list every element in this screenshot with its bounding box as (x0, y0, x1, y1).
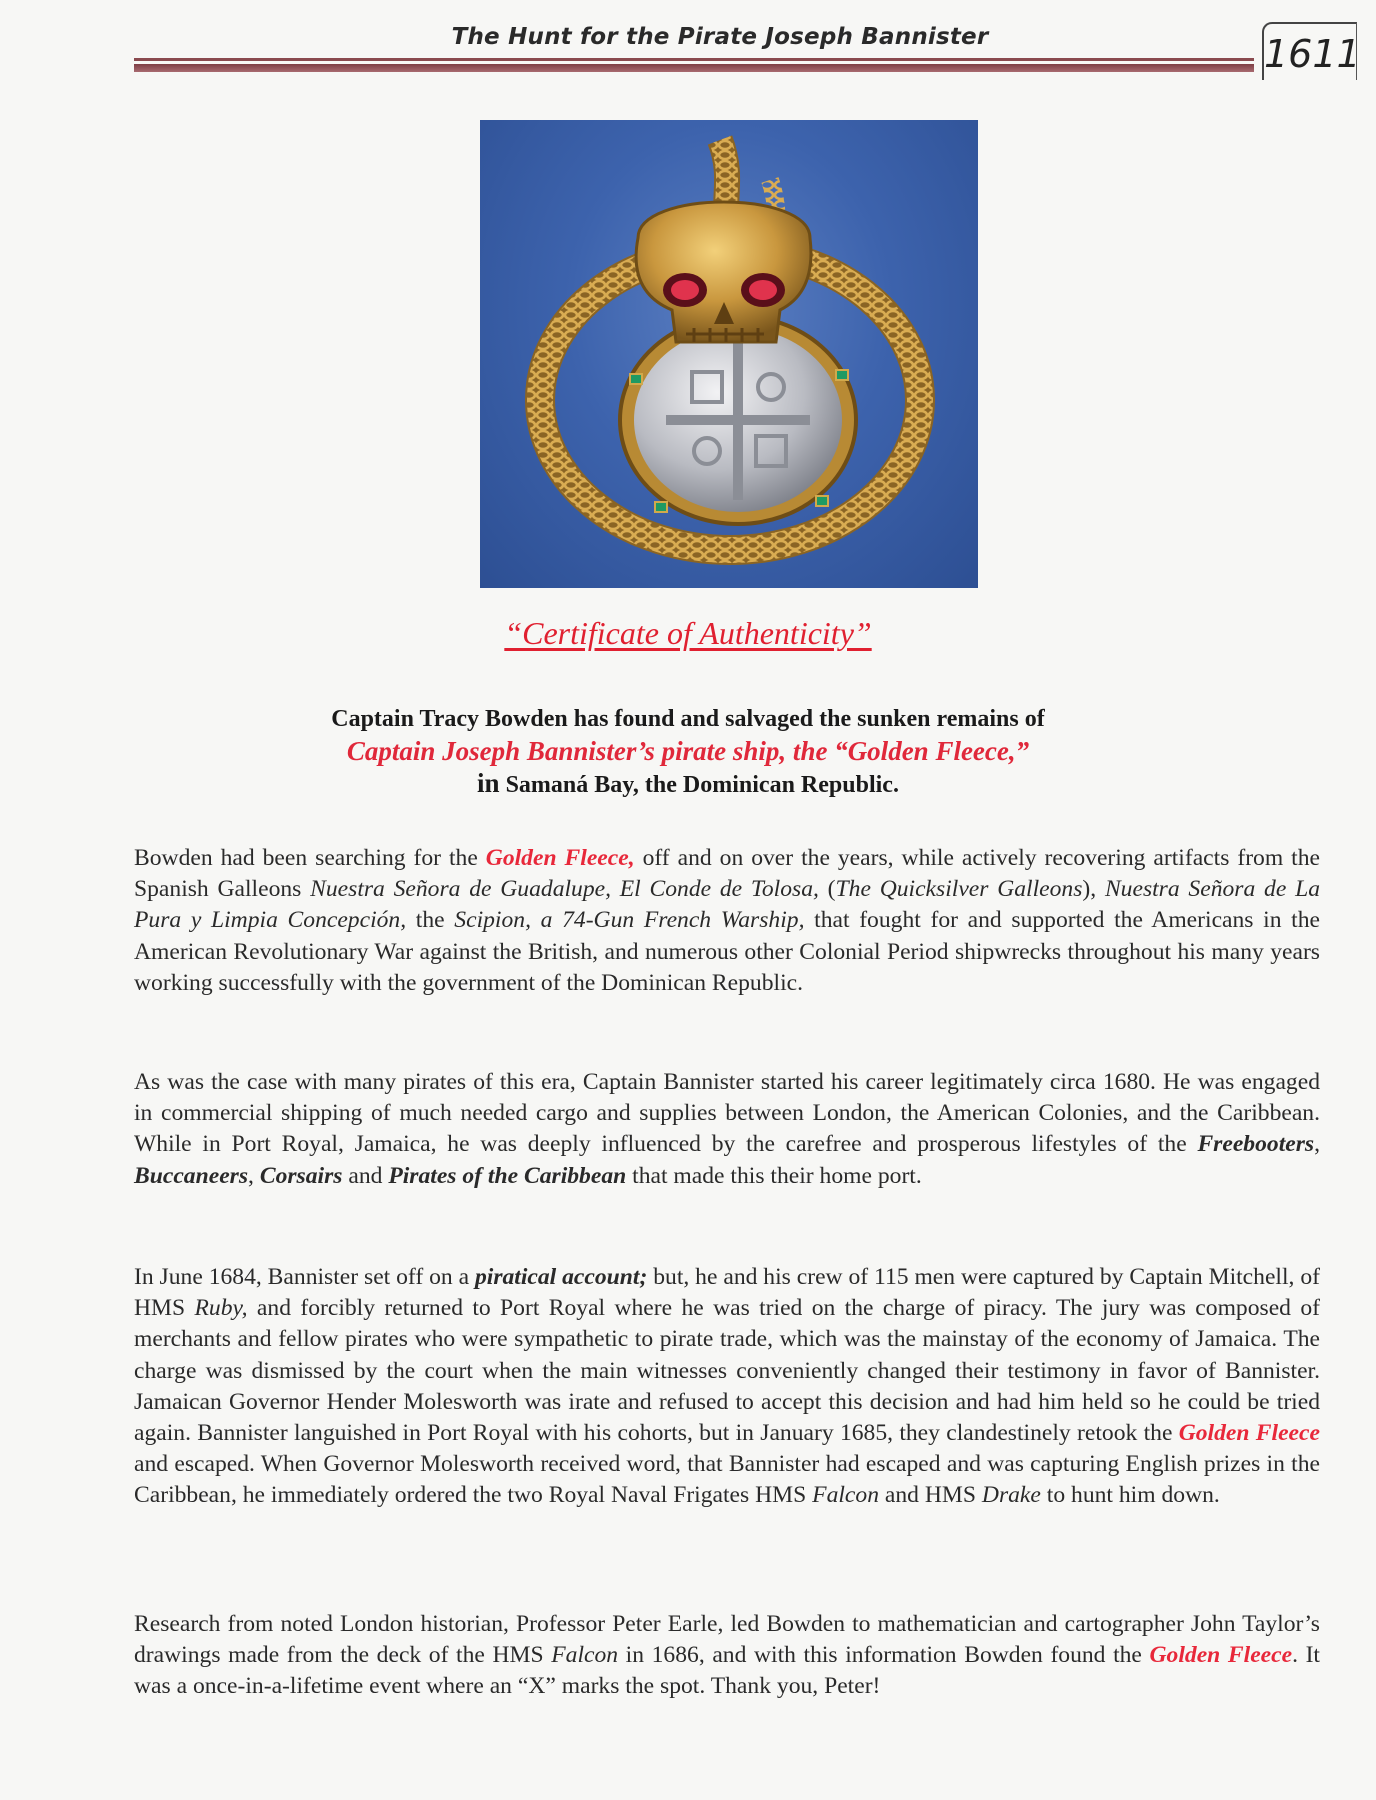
p2-text-a: As was the case with many pirates of this era, Captain Bannister started his career legitimately circa 1680. He was engaged in commercial shipping of much needed cargo and supplies between London, the American Colonies, and the Caribbean. While in Port Royal, Jamaica, he was deeply influenced by the carefree and prosperous lifestyles of the (134, 1069, 1320, 1158)
intro-line-2: Captain Joseph Bannister’s pirate ship, the “Golden Fleece,” (346, 736, 1030, 766)
p3-drake: Drake (981, 1482, 1041, 1509)
p2-text-e: , (248, 1162, 260, 1189)
p1-text-k: that fought for and supported the Americans in the American Revolutionary War against the British, and numerous other Colonial Period shipwrecks throughout his many years working successfully with the government of the Dominican Republic. (134, 907, 1321, 996)
p2-text-i: that made this their home port. (626, 1162, 922, 1189)
ruby-eye-right (749, 280, 777, 300)
p3-text-i: and HMS (879, 1482, 982, 1509)
p1-text-c: off and on over the years, while actively recovering artifacts from the Spanish Galleons (134, 845, 1320, 903)
p3-golden-fleece: Golden Fleece (1178, 1420, 1320, 1447)
p1-golden-fleece: Golden Fleece, (485, 845, 635, 871)
emerald-left (630, 374, 642, 384)
intro-block (180, 704, 1196, 801)
paragraph-2 (134, 1067, 1320, 1192)
p4-golden-fleece: Golden Fleece (1149, 1642, 1293, 1669)
p1-text-a: Bowden had been searching for the (134, 845, 486, 871)
running-header-title: The Hunt for the Pirate Joseph Bannister (451, 24, 989, 50)
p2-corsairs: Corsairs (259, 1162, 343, 1189)
p2-text-c: , (1314, 1131, 1320, 1158)
p4-text-c: in 1686, and with this information Bowden found the (618, 1642, 1150, 1669)
p2-text-g: and (342, 1162, 389, 1189)
p4-falcon: Falcon (551, 1642, 619, 1669)
emerald-bottom-right (816, 496, 828, 506)
p4-text-a: Research from noted London historian, Professor Peter Earle, led Bowden to mathematician and cartographer John Taylor’s drawings made from the deck of the HMS (134, 1611, 1320, 1669)
header-rule-thick (134, 64, 1254, 72)
certificate-title: “Certificate of Authenticity” (504, 615, 872, 651)
skull-pendant-illustration (480, 120, 978, 588)
p3-text-e: and forcibly returned to Port Royal where he was tried on the charge of piracy. The jury was composed of merchants and fellow pirates who were sympathetic to pirate trade, which was the mainstay of the economy of Jamaica. The charge was dismissed by the court when the main witnesses conveniently changed their testimony in favor of Bannister. Jamaican Governor Hender Molesworth was irate and refused to accept this decision and had him held so he could be tried again. Bannister languished in Port Royal with his cohorts, but in January 1685, they clandestinely retook the (134, 1295, 1320, 1447)
p1-galleons: Nuestra Señora de Guadalupe, El Conde de Tolosa, (310, 876, 819, 903)
p2-buccaneers: Buccaneers (134, 1162, 249, 1189)
header-rule-thin (134, 58, 1254, 61)
paragraph-3 (134, 1262, 1320, 1512)
p1-text-i: the (406, 907, 455, 934)
paragraph-4 (134, 1609, 1320, 1703)
skull-pendant-image (480, 120, 978, 588)
p1-scipion: Scipion, a 74-Gun French Warship, (454, 907, 805, 934)
p1-text-e: ( (818, 876, 836, 903)
intro-line-3-in: in (477, 768, 500, 798)
p1-concepcion: Nuestra Señora de La Pura y Limpia Concepción, (134, 876, 1320, 934)
intro-line-3 (180, 768, 1196, 801)
intro-line-1: Captain Tracy Bowden has found and salvaged the sunken remains of (331, 706, 1045, 732)
emerald-bottom-left (655, 502, 667, 512)
p1-text-g: ), (1082, 876, 1105, 903)
handwritten-page-number: 1611 (1262, 22, 1357, 80)
emerald-right (836, 370, 848, 380)
p3-piratical-account: piratical account; (474, 1264, 648, 1290)
p2-freebooters: Freebooters (1197, 1131, 1315, 1158)
p4-text-e: . It was a once-in-a-lifetime event where an “X” marks the spot. Thank you, Peter! (134, 1642, 1320, 1700)
p1-quicksilver: The Quicksilver Galleons (835, 876, 1083, 903)
p2-pirates-of-caribbean: Pirates of the Caribbean (388, 1162, 627, 1189)
p3-text-g: and escaped. When Governor Molesworth received word, that Bannister had escaped and was capturing English prizes in the Caribbean, he immediately ordered the two Royal Naval Frigates HMS (134, 1451, 1320, 1509)
ruby-eye-left (671, 280, 699, 300)
paragraph-1 (134, 843, 1320, 999)
p3-text-c: but, he and his crew of 115 men were captured by Captain Mitchell, of HMS (134, 1264, 1320, 1322)
intro-line-3-rest: Samaná Bay, the Dominican Republic. (499, 772, 899, 798)
p3-text-k: to hunt him down. (1040, 1482, 1220, 1509)
p3-falcon: Falcon (812, 1482, 879, 1509)
p3-ruby: Ruby, (194, 1295, 248, 1322)
p3-text-a: In June 1684, Bannister set off on a (134, 1264, 475, 1290)
